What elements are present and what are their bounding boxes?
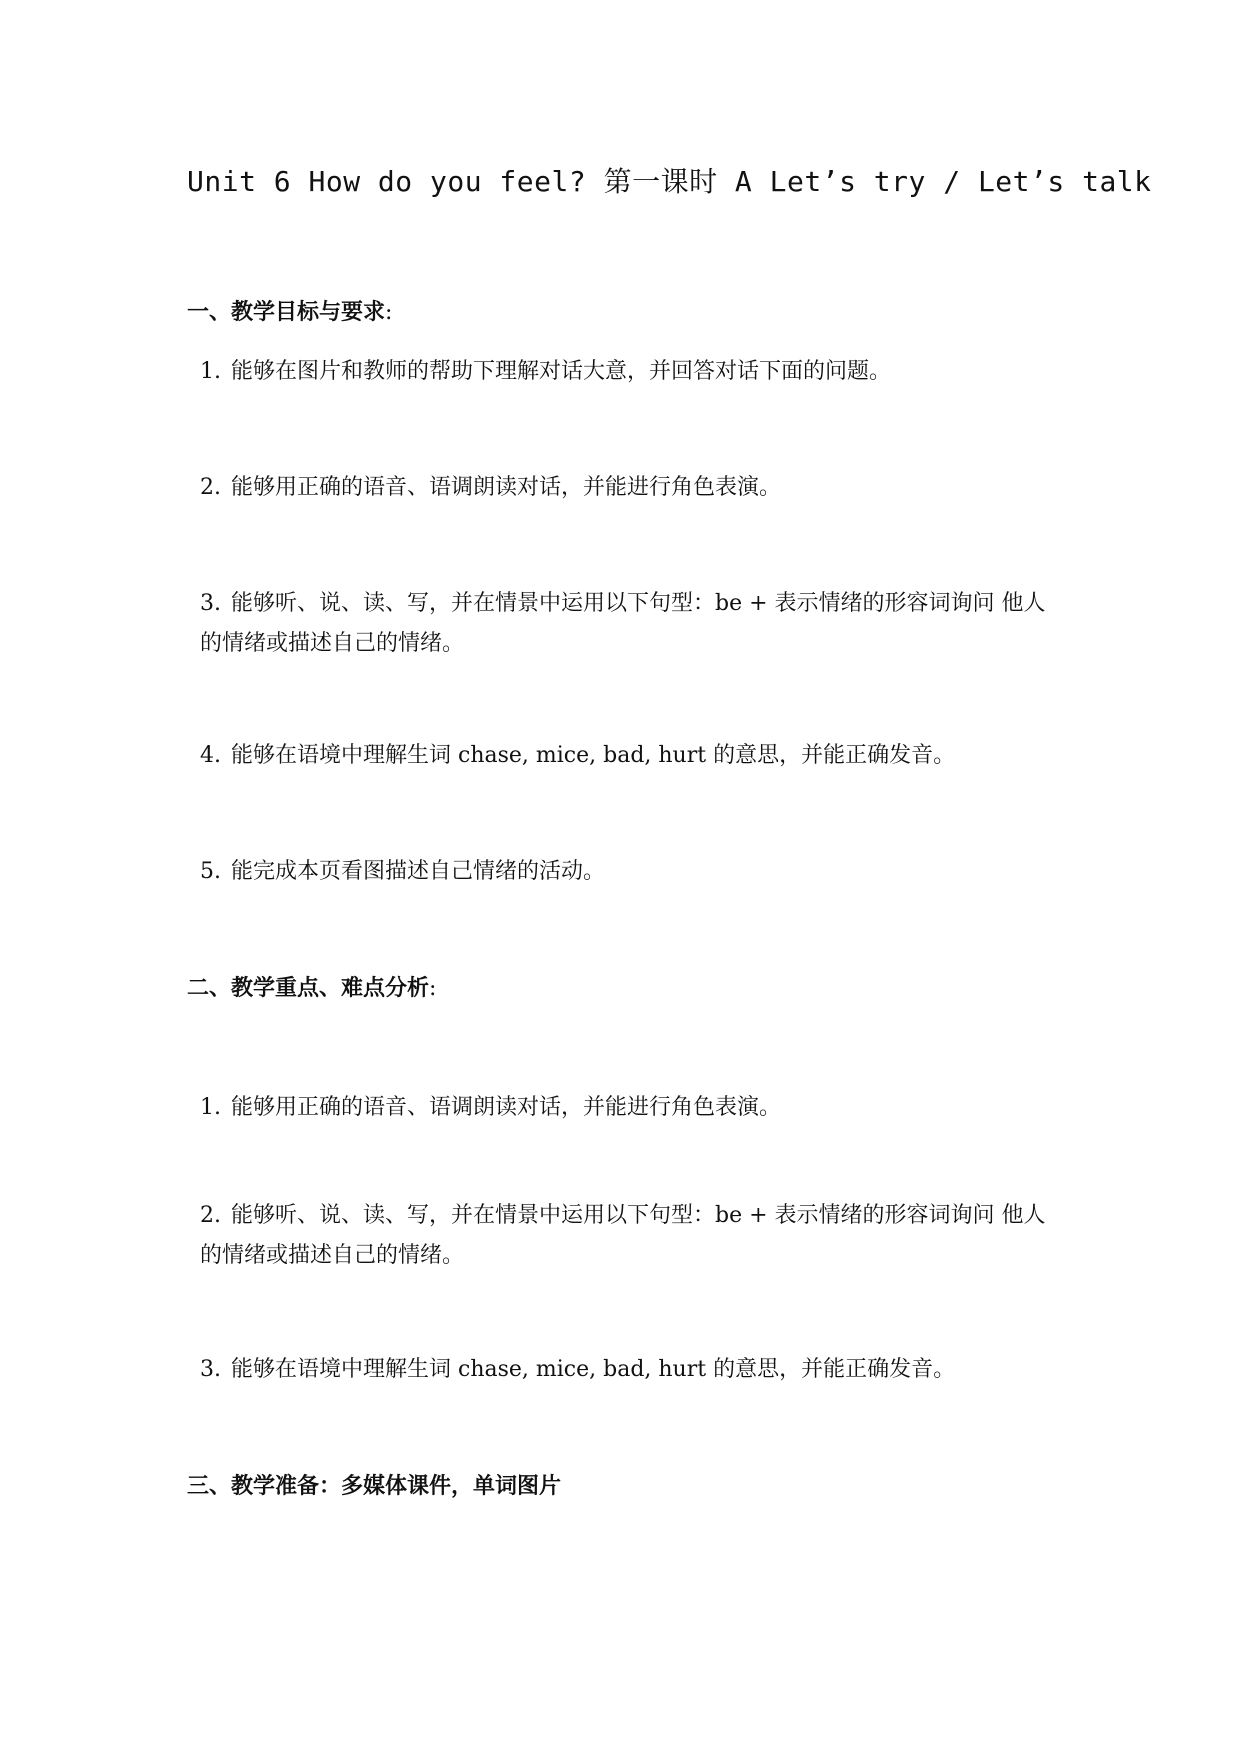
item-text: 能够听、说、读、写，并在情景中运用以下句型：be + 表示情绪的形容词询问 他人的情绪或描述自己的情绪。 [200,1203,1046,1268]
section-heading-text: 一、教学目标与要求 [187,299,386,325]
list-item [200,352,1060,392]
item-number: 2. [200,475,221,500]
item-number: 3. [200,1357,221,1382]
list-item [200,1196,1060,1276]
section-heading-colon: : [429,976,437,1001]
section-heading-text: 三、教学准备：多媒体课件，单词图片 [187,1473,562,1499]
item-text: 能够在语境中理解生词 chase, mice, bad, hurt 的意思，并能正确发音。 [231,1357,956,1382]
list-item [200,736,1060,776]
list-item [200,852,1060,892]
item-text: 能完成本页看图描述自己情绪的活动。 [231,859,606,884]
item-number: 5. [200,859,221,884]
item-number: 3. [200,591,221,616]
list-item [200,468,1060,508]
list-item [200,1088,1060,1128]
section-heading-colon: : [385,300,393,325]
section-heading-goals [187,296,392,329]
document-title: Unit 6 How do you feel? 第一课时 A Let’s try / Let’s talk [187,165,1152,198]
item-text: 能够用正确的语音、语调朗读对话，并能进行角色表演。 [231,475,782,500]
item-number: 2. [200,1203,221,1228]
item-number: 1. [200,1095,221,1120]
item-text: 能够用正确的语音、语调朗读对话，并能进行角色表演。 [231,1095,782,1120]
item-text: 能够在图片和教师的帮助下理解对话大意，并回答对话下面的问题。 [231,359,892,384]
section-heading-key-points [187,972,436,1005]
item-number: 4. [200,743,221,768]
item-text: 能够在语境中理解生词 chase, mice, bad, hurt 的意思，并能正确发音。 [231,743,956,768]
list-item [200,584,1060,664]
item-text: 能够听、说、读、写，并在情景中运用以下句型：be + 表示情绪的形容词询问 他人的情绪或描述自己的情绪。 [200,591,1046,656]
section-heading-text: 二、教学重点、难点分析 [187,975,430,1001]
item-number: 1. [200,359,221,384]
section-heading-preparation [187,1470,561,1503]
list-item [200,1350,1060,1390]
